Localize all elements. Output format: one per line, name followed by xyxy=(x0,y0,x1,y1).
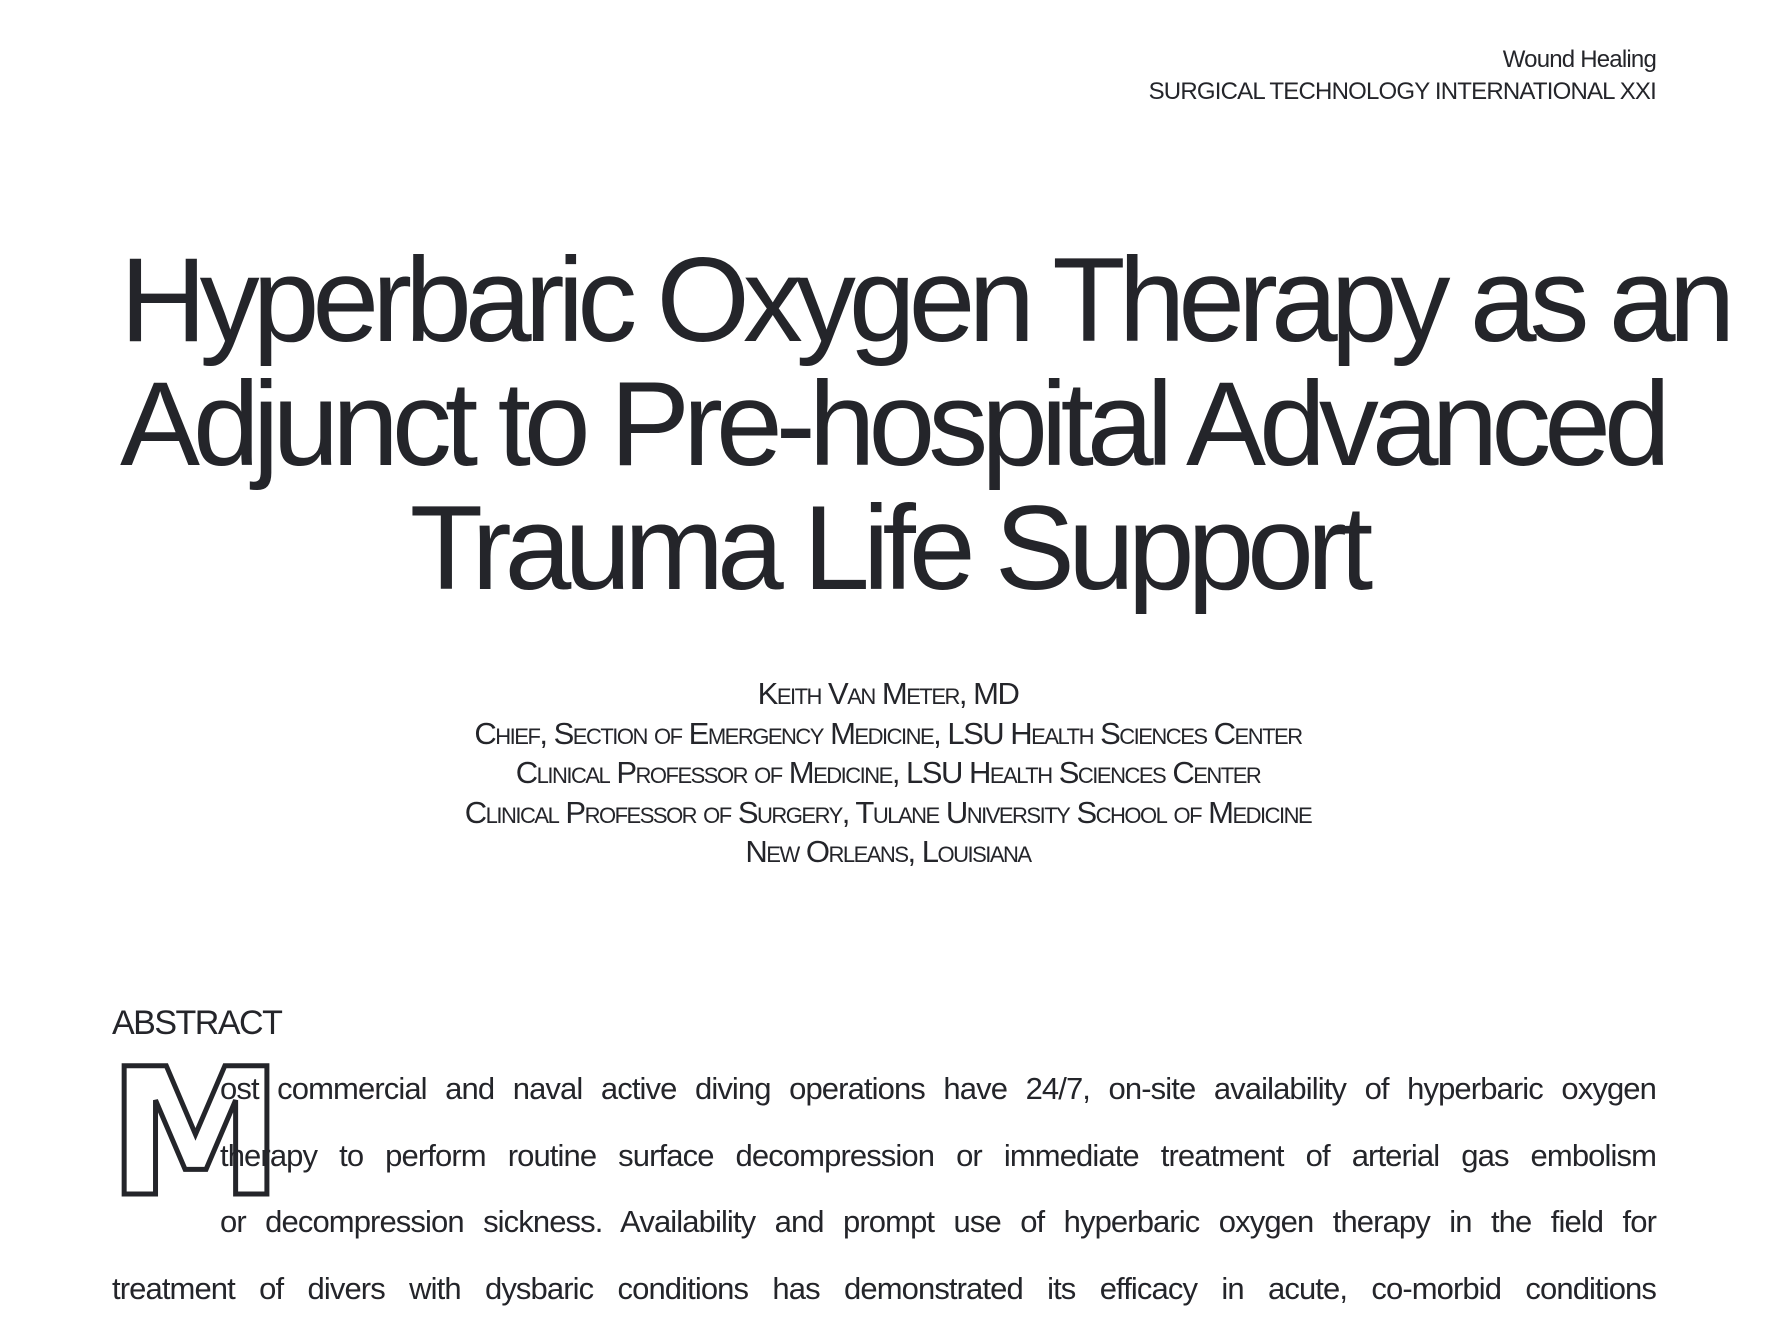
running-header xyxy=(1149,44,1656,108)
abstract-heading: ABSTRACT xyxy=(112,1004,282,1042)
title-line-3: Trauma Life Support xyxy=(409,481,1367,615)
journal-label: SURGICAL TECHNOLOGY INTERNATIONAL XXI xyxy=(1148,78,1656,105)
abstract-line-2: therapy to perform routine surface decompression or immediate treatment of arterial gas embolism xyxy=(220,1137,1656,1173)
abstract-body xyxy=(112,1056,1656,1322)
author-affiliation-3: Clinical Professor of Surgery, Tulane University School of Medicine xyxy=(464,794,1312,830)
abstract-line-3: or decompression sickness. Availability and prompt use of hyperbaric oxygen therapy in the field for xyxy=(220,1204,1656,1239)
author-name: Keith Van Meter, MD xyxy=(757,676,1019,711)
author-affiliation-2: Clinical Professor of Medicine, LSU Health Sciences Center xyxy=(515,755,1261,790)
drop-cap: M xyxy=(108,1031,274,1236)
title-line-1: Hyperbaric Oxygen Therapy as an xyxy=(120,233,1729,367)
author-block xyxy=(120,674,1656,872)
title-line-2: Adjunct to Pre-hospital Advanced xyxy=(120,357,1664,491)
abstract-line-4: treatment of divers with dysbaric conditions has demonstrated its efficacy in acute, co-morbid conditions xyxy=(112,1270,1656,1306)
author-affiliation-1: Chief, Section of Emergency Medicine, LSU Health Sciences Center xyxy=(474,715,1302,751)
section-label: Wound Healing xyxy=(1502,46,1656,73)
author-location: New Orleans, Louisiana xyxy=(745,834,1031,869)
abstract-line-1: ost commercial and naval active diving operations have 24/7, on-site availability of hyperbaric oxygen xyxy=(220,1071,1656,1106)
article-title xyxy=(120,233,1729,615)
